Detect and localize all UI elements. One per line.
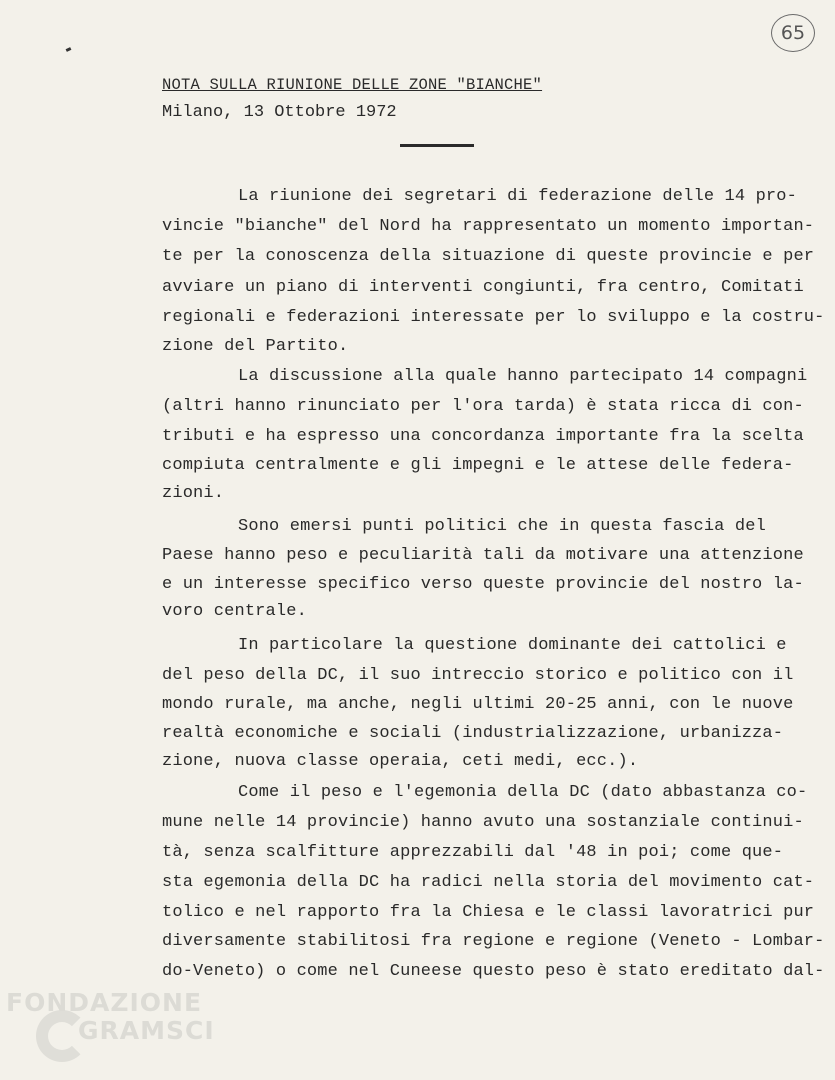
text-line: sta egemonia della DC ha radici nella storia del movimento cat- [162,873,815,892]
text-line: zione, nuova classe operaia, ceti medi, ecc.). [162,752,639,771]
text-line: zione del Partito. [162,337,349,356]
text-line: compiuta centralmente e gli impegni e le attese delle federa- [162,456,794,475]
text-line: do-Veneto) o come nel Cuneese questo peso è stato ereditato dal- [162,962,825,981]
text-line: voro centrale. [162,602,307,621]
text-line: regionali e federazioni interessate per lo sviluppo e la costru- [162,308,825,327]
text-line: te per la conoscenza della situazione di queste provincie e per [162,247,815,266]
text-line: tà, senza scalfitture apprezzabili dal '48 in poi; come que- [162,843,784,862]
text-line: avviare un piano di interventi congiunti, fra centro, Comitati [162,278,804,297]
text-line: e un interesse specifico verso queste provincie del nostro la- [162,575,804,594]
text-line: realtà economiche e sociali (industrializzazione, urbanizza- [162,724,784,743]
page-number: 65 [771,14,815,52]
text-line: vincie "bianche" del Nord ha rappresentato un momento importan- [162,217,815,236]
text-line: Sono emersi punti politici che in questa fascia del [238,517,766,536]
text-line: mune nelle 14 provincie) hanno avuto una sostanziale continui- [162,813,804,832]
watermark-line2: GRAMSCI [78,1016,215,1045]
title-separator [400,144,474,147]
text-line: tolico e nel rapporto fra la Chiesa e le classi lavoratrici pur [162,903,815,922]
text-line: mondo rurale, ma anche, negli ultimi 20-25 anni, con le nuove [162,695,794,714]
text-line: In particolare la questione dominante dei cattolici e [238,636,787,655]
text-line: Come il peso e l'egemonia della DC (dato abbastanza co- [238,783,808,802]
text-line: Paese hanno peso e peculiarità tali da motivare una attenzione [162,546,804,565]
dateline: Milano, 13 Ottobre 1972 [162,103,397,122]
text-line: zioni. [162,484,225,503]
text-line: (altri hanno rinunciato per l'ora tarda) è stata ricca di con- [162,397,804,416]
text-line: diversamente stabilitosi fra regione e regione (Veneto - Lombar- [162,932,825,951]
watermark-line1: FONDAZIONE [6,988,203,1017]
fondazione-gramsci-watermark [6,988,215,1076]
text-line: La discussione alla quale hanno partecipato 14 compagni [238,367,808,386]
text-line: tributi e ha espresso una concordanza importante fra la scelta [162,427,804,446]
document-title: NOTA SULLA RIUNIONE DELLE ZONE "BIANCHE" [162,76,543,94]
ink-mark [66,47,72,52]
text-line: La riunione dei segretari di federazione delle 14 pro- [238,187,797,206]
text-line: del peso della DC, il suo intreccio storico e politico con il [162,666,794,685]
